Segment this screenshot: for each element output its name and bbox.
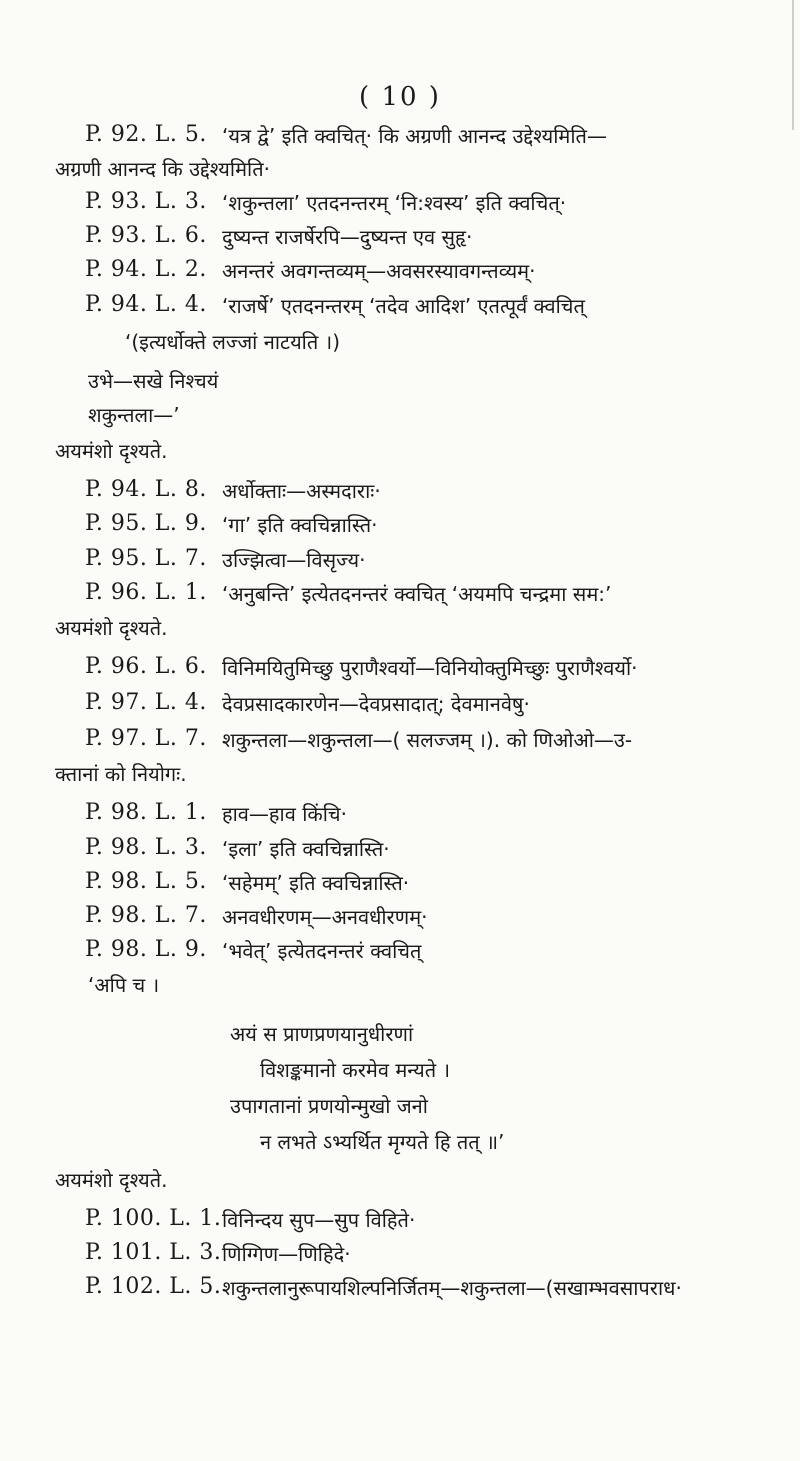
entry-text: ‘गा’ इति क्वचिन्नास्ति· <box>222 513 378 537</box>
entry-reference: P. 97. L. 7. <box>85 726 207 751</box>
entry-text: ‘(इत्यर्धोक्ते लज्जां नाटयति ।) <box>125 330 340 354</box>
entry-reference: P. 94. L. 8. <box>85 477 207 502</box>
entry-reference: P. 96. L. 6. <box>85 654 207 679</box>
errata-entry <box>0 1166 800 1206</box>
page-number: ( 10 ) <box>359 82 441 112</box>
entry-text: अग्रणी आनन्द कि उद्देश्यमिति· <box>55 157 270 181</box>
entry-reference: P. 93. L. 6. <box>85 223 207 248</box>
entry-reference: P. 96. L. 1. <box>85 580 207 605</box>
entry-text: अयमंशो दृश्यते. <box>55 616 168 640</box>
entry-reference: P. 95. L. 7. <box>85 546 207 571</box>
verse-text: उपागतानां प्रणयोन्मुखो जनो <box>230 1094 428 1118</box>
entry-text: उज्झित्वा—विसृज्य· <box>222 548 366 572</box>
entry-text: उभे—सखे निश्चयं <box>88 369 219 393</box>
errata-entry <box>0 800 800 840</box>
entry-text: देवप्रसादकारणेन—देवप्रसादात्‌; देवमानवेषु· <box>222 692 530 716</box>
verse-text: अयं स प्राणप्रणयानुधीरणां <box>230 1022 414 1046</box>
entry-text: विनिन्दय सुप—सुप विहिते· <box>222 1208 416 1232</box>
entry-text: णिग्गिण—णिहिदे· <box>222 1242 351 1266</box>
entry-text: शकुन्तला—’ <box>88 403 180 427</box>
entry-text: शकुन्तला—शकुन्तला—( सलज्जम्‌ ।). को णिओओ—उ- <box>222 728 633 752</box>
verse-text: विशङ्कमानो करमेव मन्यते । <box>260 1058 451 1082</box>
entry-reference: P. 102. L. 5. <box>85 1274 222 1299</box>
errata-entry <box>0 1274 800 1314</box>
entry-text: ‘अनुबन्ति’ इत्येतदनन्तरं क्वचित्‌ ‘अयमपि चन्द्रमा सम:’ <box>222 582 612 606</box>
entry-reference: P. 94. L. 4. <box>85 292 207 317</box>
entry-reference: P. 97. L. 4. <box>85 690 207 715</box>
entry-text: ‘भवेत्‌’ इत्येतदनन्तरं क्वचित्‌ <box>222 939 422 963</box>
entry-text: विनिमयितुमिच्छु पुराणैश्वर्यो—विनियोक्तुमिच्छुः पुराणैश्वर्यो· <box>222 656 638 680</box>
entry-reference: P. 95. L. 9. <box>85 511 207 536</box>
errata-entry <box>0 437 800 477</box>
verse-text: न लभते ऽभ्यर्थित मृग्यते हि तत्‌ ॥’ <box>260 1130 505 1154</box>
errata-entry <box>0 401 800 441</box>
errata-entry <box>0 760 800 800</box>
entry-text: अनवधीरणम्‌—अनवधीरणम्‌· <box>222 905 428 929</box>
entry-text: ‘इला’ इति क्वचिन्नास्ति· <box>222 837 390 861</box>
errata-entry <box>0 257 800 297</box>
verse-line <box>0 1056 800 1096</box>
entry-reference: P. 92. L. 5. <box>85 122 207 147</box>
errata-entry <box>0 690 800 730</box>
errata-entry <box>0 511 800 551</box>
errata-entry <box>0 328 800 368</box>
errata-entry <box>0 614 800 654</box>
verse-line <box>0 1092 800 1132</box>
errata-entry <box>0 654 800 694</box>
entry-reference: P. 98. L. 3. <box>85 835 207 860</box>
entry-reference: P. 94. L. 2. <box>85 257 207 282</box>
entry-reference: P. 100. L. 1. <box>85 1206 222 1231</box>
entry-text: अनन्तरं अवगन्तव्यम्‌—अवसरस्यावगन्तव्यम्‌· <box>222 259 536 283</box>
entry-reference: P. 101. L. 3. <box>85 1240 222 1265</box>
verse-line <box>0 1128 800 1168</box>
entry-reference: P. 93. L. 3. <box>85 189 207 214</box>
entry-text: ‘यत्र द्वे’ इति क्वचित्‌· कि अग्रणी आनन्द उद्देश्यमिति— <box>222 124 607 148</box>
entry-text: अर्धोक्ताः—अस्मदाराः· <box>222 479 381 503</box>
errata-entry <box>0 971 800 1011</box>
entry-text: ‘शकुन्तला’ एतदनन्तरम्‌ ‘नि:श्वस्य’ इति क्वचित्‌· <box>222 191 567 215</box>
entry-text: अयमंशो दृश्यते. <box>55 1168 168 1192</box>
entry-text: क्तानां को नियोगः. <box>55 762 187 786</box>
verse-line <box>0 1020 800 1060</box>
entry-text: अयमंशो दृश्यते. <box>55 439 168 463</box>
entry-text: ‘सहेमम्‌’ इति क्वचिन्नास्ति· <box>222 871 410 895</box>
entry-reference: P. 98. L. 9. <box>85 937 207 962</box>
entry-text: शकुन्तलानुरूपायशिल्पनिर्जितम्‌—शकुन्तला—(सखाम्भवसापराध· <box>222 1276 682 1300</box>
errata-entry <box>0 292 800 332</box>
entry-text: ‘राजर्षे’ एतदनन्तरम्‌ ‘तदेव आदिश’ एतत्पूर्वं क्वचित्‌ <box>222 294 585 318</box>
entry-reference: P. 98. L. 5. <box>85 869 207 894</box>
entry-text: हाव—हाव किंचि· <box>222 802 347 826</box>
entry-text: ‘अपि च । <box>88 973 160 997</box>
entry-reference: P. 98. L. 1. <box>85 800 207 825</box>
entry-reference: P. 98. L. 7. <box>85 903 207 928</box>
entry-text: दुष्यन्त राजर्षेरपि—दुष्यन्त एव सुहृ· <box>222 225 473 249</box>
